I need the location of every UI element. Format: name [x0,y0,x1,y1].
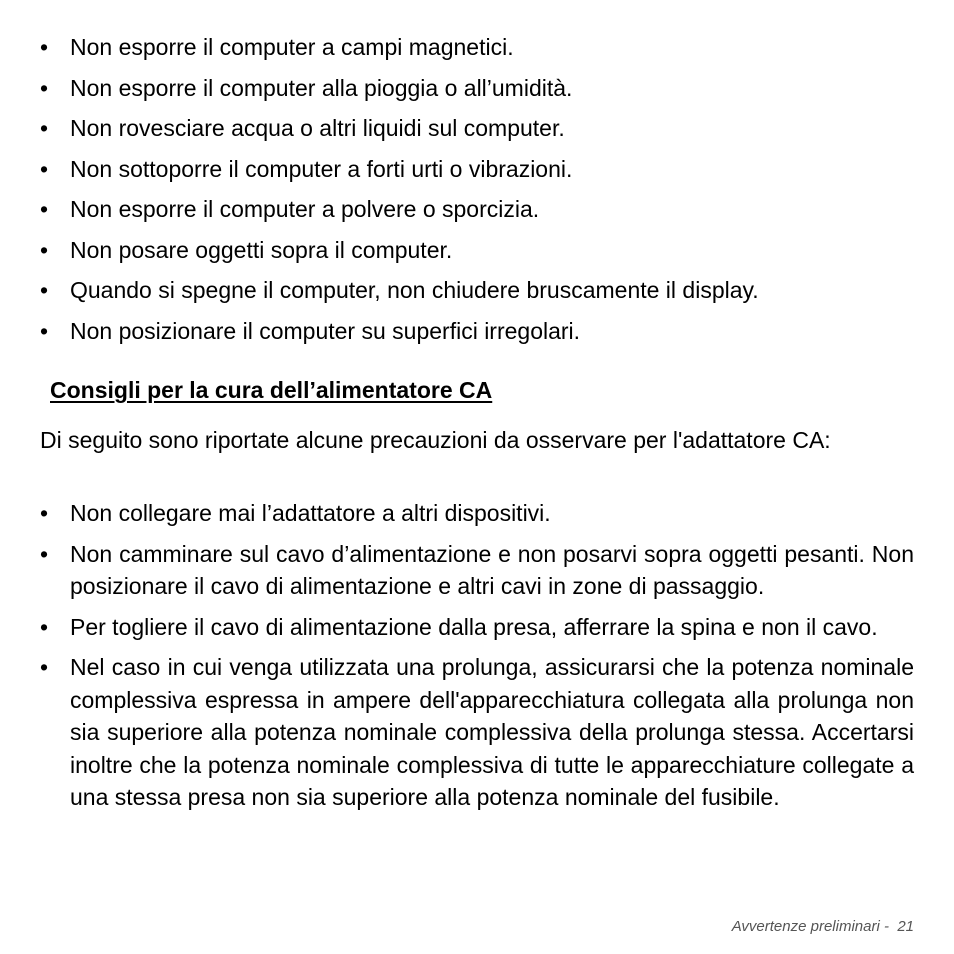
list-item-text: Quando si spegne il computer, non chiudere bruscamente il display. [70,277,759,303]
list-item [40,611,914,644]
list-item-text: Non collegare mai l’adattatore a altri dispositivi. [70,500,551,526]
bullet-marker: • [40,277,49,303]
list-item-text: Nel caso in cui venga utilizzata una prolunga, assicurarsi che la potenza nominale complessiva espressa in ampere dell'apparecchiatura collegata alla prolunga non sia superiore alla potenza nominale complessiva della prolunga stessa. Accertarsi inoltre che la potenza nominale complessiva di tutte le apparecchiature collegate a una stessa presa non sia superiore alla potenza nominale del fusibile. [70,654,914,810]
bullet-marker: • [40,155,49,182]
list-item [40,538,914,603]
section-intro: Di seguito sono riportate alcune precauzioni da osservare per l'adattatore CA: [40,427,831,453]
list-item-text: Non rovesciare acqua o altri liquidi sul computer. [70,115,565,141]
list-item-text: Non posare oggetti sopra il computer. [70,236,453,263]
page-number: 21 [897,918,914,935]
list-item [40,651,914,814]
bullet-marker: • [40,654,49,680]
list-item-text: Per togliere il cavo di alimentazione dalla presa, afferrare la spina e non il cavo. [70,613,878,640]
list-item-text: Non esporre il computer a polvere o sporcizia. [70,196,540,222]
precautions-list [40,31,914,355]
list-item [40,234,914,267]
list-item [40,72,914,105]
page-footer [732,917,914,937]
list-item-text: Non esporre il computer alla pioggia o all’umidità. [70,74,573,101]
bullet-marker: • [40,500,49,526]
bullet-marker: • [40,74,49,101]
list-item [40,315,914,348]
bullet-marker: • [40,115,49,141]
bullet-marker: • [40,34,49,60]
bullet-marker: • [40,317,49,344]
footer-section-name: Avvertenze preliminari - [731,918,889,935]
list-item [40,497,914,530]
list-item-text: Non camminare sul cavo d’alimentazione e non posarvi sopra oggetti pesanti. Non posizionare il cavo di alimentazione e altri cavi in zone di passaggio. [70,540,914,599]
section-heading: Consigli per la cura dell’alimentatore CA [50,377,493,403]
list-item-text: Non esporre il computer a campi magnetici. [70,34,514,60]
list-item [40,153,914,186]
list-item [40,112,914,145]
bullet-marker: • [40,613,49,640]
list-item [40,31,914,64]
bullet-marker: • [40,540,49,567]
adapter-precautions-list [40,497,914,822]
list-item [40,193,914,226]
bullet-marker: • [40,236,49,263]
list-item [40,274,914,307]
list-item-text: Non sottoporre il computer a forti urti o vibrazioni. [70,155,573,182]
list-item-text: Non posizionare il computer su superfici irregolari. [70,317,581,344]
bullet-marker: • [40,196,49,222]
